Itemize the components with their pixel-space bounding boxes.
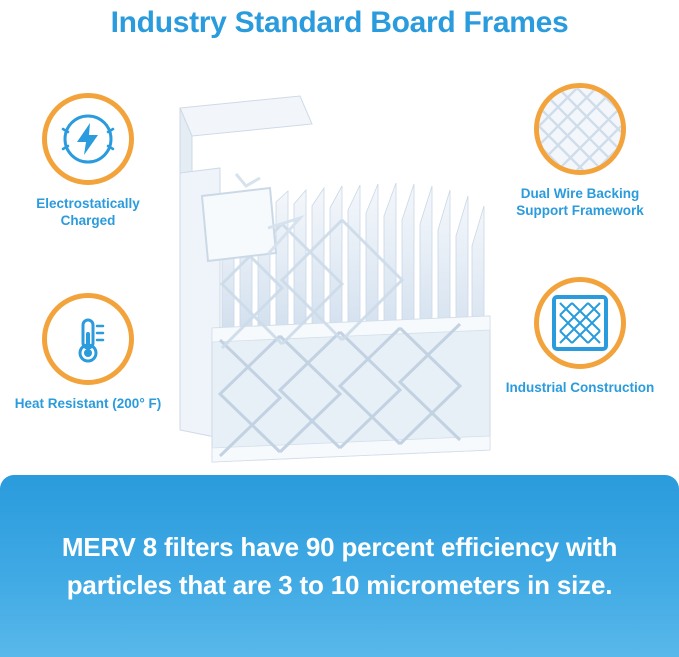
badge-electrostatically-charged bbox=[42, 93, 134, 185]
filter-svg bbox=[150, 78, 505, 468]
merv-rating-banner bbox=[0, 475, 679, 657]
feature-label: Heat Resistant (200° F) bbox=[14, 396, 162, 411]
feature-electrostatically-charged bbox=[8, 93, 168, 229]
feature-label: Industrial Construction bbox=[505, 380, 655, 395]
feature-dual-wire-backing bbox=[500, 83, 660, 219]
banner-text: MERV 8 filters have 90 percent efficiency with particles that are 3 to 10 micrometers in size. bbox=[61, 532, 618, 600]
feature-industrial-construction bbox=[500, 277, 660, 396]
feature-heat-resistant bbox=[8, 293, 168, 412]
feature-label: Dual Wire Backing Support Framework bbox=[516, 186, 644, 218]
pleated-air-filter-illustration bbox=[150, 78, 505, 468]
wire-mesh-icon bbox=[539, 88, 621, 170]
grid-frame-icon bbox=[539, 282, 621, 364]
feature-label: Electrostatically Charged bbox=[36, 196, 140, 228]
lightning-bolt-icon bbox=[47, 98, 129, 180]
badge-heat-resistant bbox=[42, 293, 134, 385]
badge-dual-wire-backing bbox=[534, 83, 626, 175]
badge-industrial-construction bbox=[534, 277, 626, 369]
thermometer-icon bbox=[47, 298, 129, 380]
page-title: Industry Standard Board Frames bbox=[110, 6, 569, 39]
